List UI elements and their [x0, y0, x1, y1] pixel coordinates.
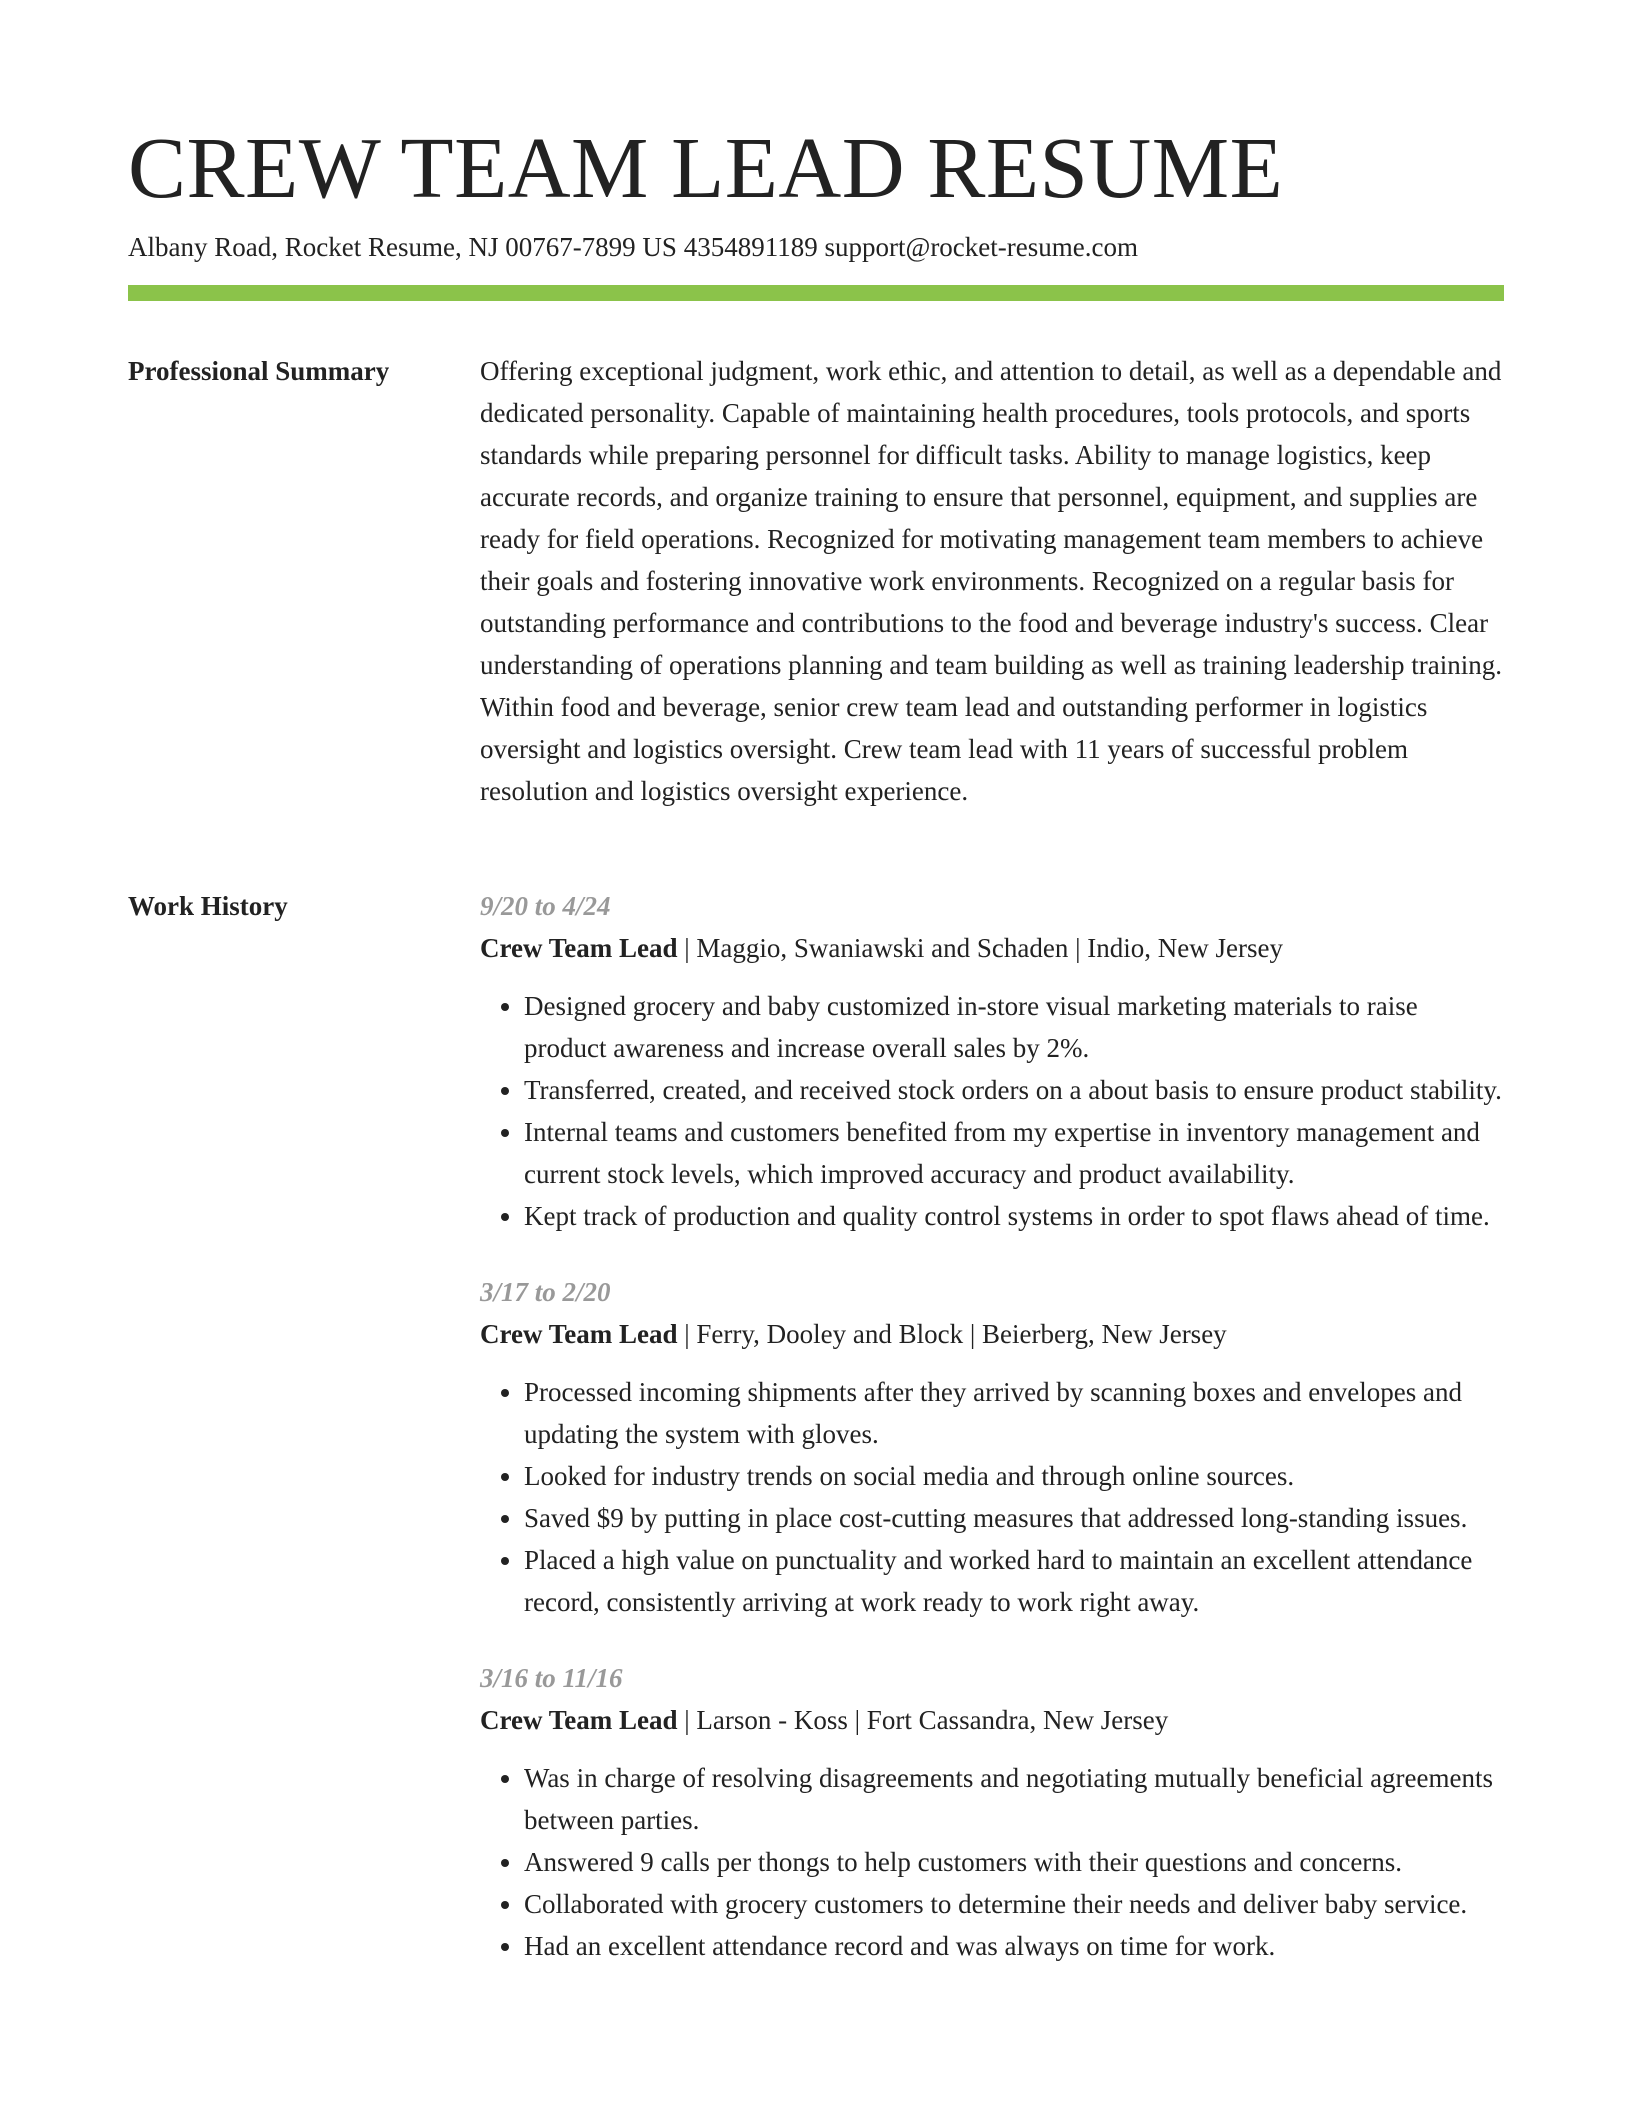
job-bullet: • Internal teams and customers benefited from my expertise in inventory management and current stock levels, which improved accuracy and product availability.: [524, 1111, 1504, 1195]
accent-divider: [128, 285, 1504, 301]
contact-line: Albany Road, Rocket Resume, NJ 00767-7899 US 4354891189 support@rocket-resume.com: [128, 232, 1138, 262]
job-heading: [480, 927, 1504, 969]
job-bullet: • Had an excellent attendance record and was always on time for work.: [524, 1925, 1504, 1967]
job-bullet: • Processed incoming shipments after they arrived by scanning boxes and envelopes and updating the system with gloves.: [524, 1371, 1504, 1455]
summary-heading: Professional Summary: [128, 356, 390, 386]
job-bullet: • Answered 9 calls per thongs to help customers with their questions and concerns.: [524, 1841, 1504, 1883]
job-details: | Maggio, Swaniawski and Schaden | Indio, New Jersey: [677, 933, 1283, 963]
job-dates: 3/16 to 11/16: [480, 1663, 623, 1693]
work-history-heading: Work History: [128, 891, 288, 921]
work-history-body: [480, 885, 1504, 2001]
job-bullet: • Was in charge of resolving disagreements and negotiating mutually beneficial agreements between parties.: [524, 1757, 1504, 1841]
job-bullets: [480, 1371, 1504, 1623]
job-dates: 3/17 to 2/20: [480, 1277, 611, 1307]
job-bullet: • Kept track of production and quality control systems in order to spot flaws ahead of time.: [524, 1195, 1504, 1237]
job-bullets: [480, 985, 1504, 1237]
job-title: Crew Team Lead: [480, 1705, 678, 1735]
job-dates: 9/20 to 4/24: [480, 891, 611, 921]
job-bullets: [480, 1757, 1504, 1967]
job-bullet: • Designed grocery and baby customized in-store visual marketing materials to raise product awareness and increase overall sales by 2%.: [524, 985, 1504, 1069]
job-heading: [480, 1313, 1504, 1355]
job-bullet: • Placed a high value on punctuality and worked hard to maintain an excellent attendance record, consistently arriving at work ready to work right away.: [524, 1539, 1504, 1623]
job-bullet: • Looked for industry trends on social media and through online sources.: [524, 1455, 1504, 1497]
job-title: Crew Team Lead: [480, 933, 678, 963]
job-bullet: • Collaborated with grocery customers to determine their needs and deliver baby service.: [524, 1883, 1504, 1925]
job-details: | Larson - Koss | Fort Cassandra, New Jersey: [677, 1705, 1169, 1735]
job-entry: [480, 885, 1504, 1237]
job-entry: [480, 1271, 1504, 1623]
job-heading: [480, 1699, 1504, 1741]
resume-title: CREW TEAM LEAD RESUME: [128, 119, 1284, 216]
job-bullet: • Saved $9 by putting in place cost-cutting measures that addressed long-standing issues.: [524, 1497, 1504, 1539]
summary-body: [480, 350, 1504, 812]
job-title: Crew Team Lead: [480, 1319, 678, 1349]
summary-text: Offering exceptional judgment, work ethic, and attention to detail, as well as a dependable and dedicated personality. Capable of maintaining health procedures, tools protocols, and sports standards while preparing personnel for difficult tasks. Ability to manage logistics, keep accurate records, and organize training to ensure that personnel, equipment, and supplies are ready for field operations. Recognized for motivating management team members to achieve their goals and fostering innovative work environments. Recognized on a regular basis for outstanding performance and contributions to the food and beverage industry's success. Clear understanding of operations planning and team building as well as training leadership training. Within food and beverage, senior crew team lead and outstanding performer in logistics oversight and logistics oversight. Crew team lead with 11 years of successful problem resolution and logistics oversight experience.: [480, 356, 1503, 806]
job-entry: [480, 1657, 1504, 1967]
job-details: | Ferry, Dooley and Block | Beierberg, New Jersey: [677, 1319, 1227, 1349]
job-bullet: • Transferred, created, and received stock orders on a about basis to ensure product stability.: [524, 1069, 1504, 1111]
